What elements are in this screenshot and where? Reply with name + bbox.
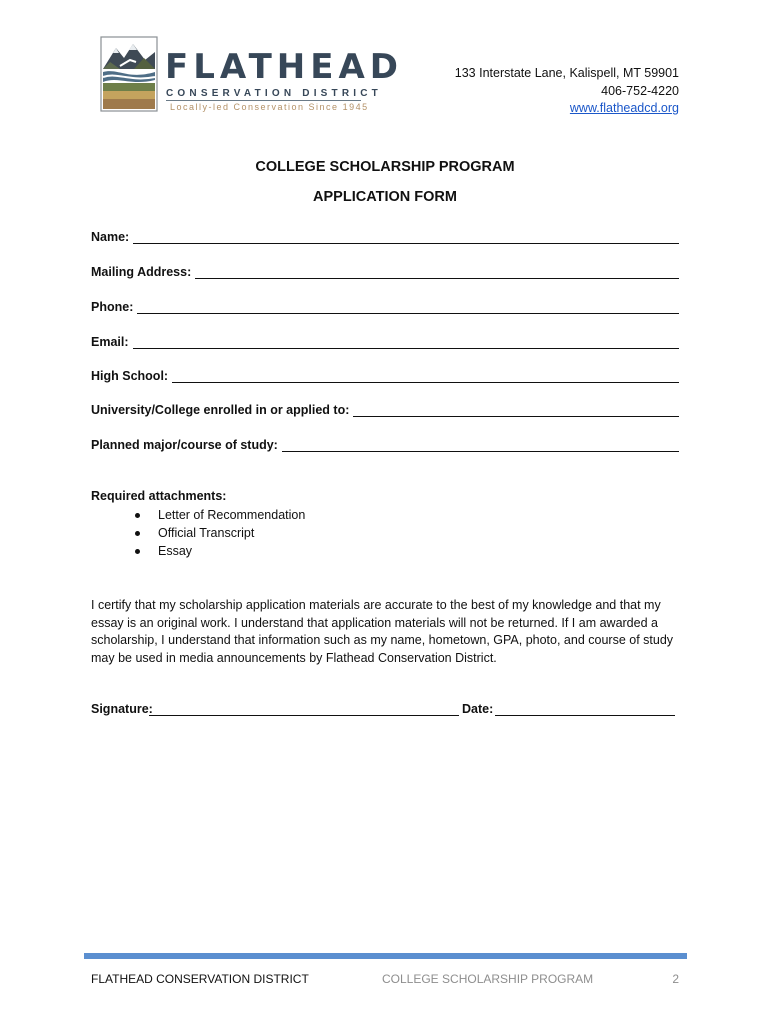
logo-divider xyxy=(166,100,361,101)
name-blank-line[interactable] xyxy=(133,231,679,244)
email-field[interactable] xyxy=(91,333,679,349)
name-label: Name: xyxy=(91,230,130,244)
phone-blank-line[interactable] xyxy=(137,301,679,314)
page-number: 2 xyxy=(672,972,679,986)
date-label: Date: xyxy=(462,702,494,716)
footer-accent-bar xyxy=(84,953,687,959)
university-label: University/College enrolled in or applied to: xyxy=(91,403,350,417)
program-title: COLLEGE SCHOLARSHIP PROGRAM xyxy=(255,159,515,175)
email-blank-line[interactable] xyxy=(133,336,679,349)
form-title: APPLICATION FORM xyxy=(313,189,457,205)
university-field[interactable] xyxy=(91,401,679,417)
contact-block xyxy=(455,65,679,118)
attachments-heading: Required attachments: xyxy=(91,489,227,503)
list-item: Letter of Recommendation xyxy=(130,506,305,524)
high-school-label: High School: xyxy=(91,369,169,383)
phone-label: Phone: xyxy=(91,300,134,314)
logo-subtitle: CONSERVATION DISTRICT xyxy=(166,88,382,99)
planned-major-label: Planned major/course of study: xyxy=(91,438,278,452)
email-label: Email: xyxy=(91,335,129,349)
date-blank-line[interactable] xyxy=(495,702,675,716)
logo-wordmark: FLATHEAD xyxy=(165,47,403,87)
mailing-address-field[interactable] xyxy=(91,263,679,279)
logo-tagline: Locally-led Conservation Since 1945 xyxy=(170,102,369,112)
contact-address: 133 Interstate Lane, Kalispell, MT 59901 xyxy=(454,66,679,80)
planned-major-blank-line[interactable] xyxy=(282,439,679,452)
list-item: Official Transcript xyxy=(130,524,305,542)
name-field[interactable] xyxy=(91,228,679,244)
attachments-list xyxy=(130,506,305,560)
mailing-address-blank-line[interactable] xyxy=(195,266,679,279)
signature-row xyxy=(91,702,681,718)
footer-program: COLLEGE SCHOLARSHIP PROGRAM xyxy=(382,972,594,986)
phone-field[interactable] xyxy=(91,298,679,314)
high-school-field[interactable] xyxy=(91,367,679,383)
university-blank-line[interactable] xyxy=(353,404,679,417)
footer-organization: FLATHEAD CONSERVATION DISTRICT xyxy=(91,972,309,986)
website-link[interactable]: www.flatheadcd.org xyxy=(569,101,679,115)
mountain-river-logo-icon xyxy=(100,36,158,112)
signature-label: Signature: xyxy=(91,702,153,716)
high-school-blank-line[interactable] xyxy=(172,370,679,383)
list-item: Essay xyxy=(130,542,305,560)
planned-major-field[interactable] xyxy=(91,436,679,452)
signature-blank-line[interactable] xyxy=(149,702,459,716)
contact-phone: 406-752-4220 xyxy=(601,83,679,98)
mailing-address-label: Mailing Address: xyxy=(91,265,192,279)
flathead-logo xyxy=(100,36,403,114)
certification-paragraph: I certify that my scholarship application materials are accurate to the best of my knowledge and that my essay is an original work. I understand that application materials will not be returned. If I am awarded a scholarship, I understand that information such as my name, hometown, GPA, photo, and course of study may be used in media announcements by Flathead Conservation District. xyxy=(91,598,674,665)
